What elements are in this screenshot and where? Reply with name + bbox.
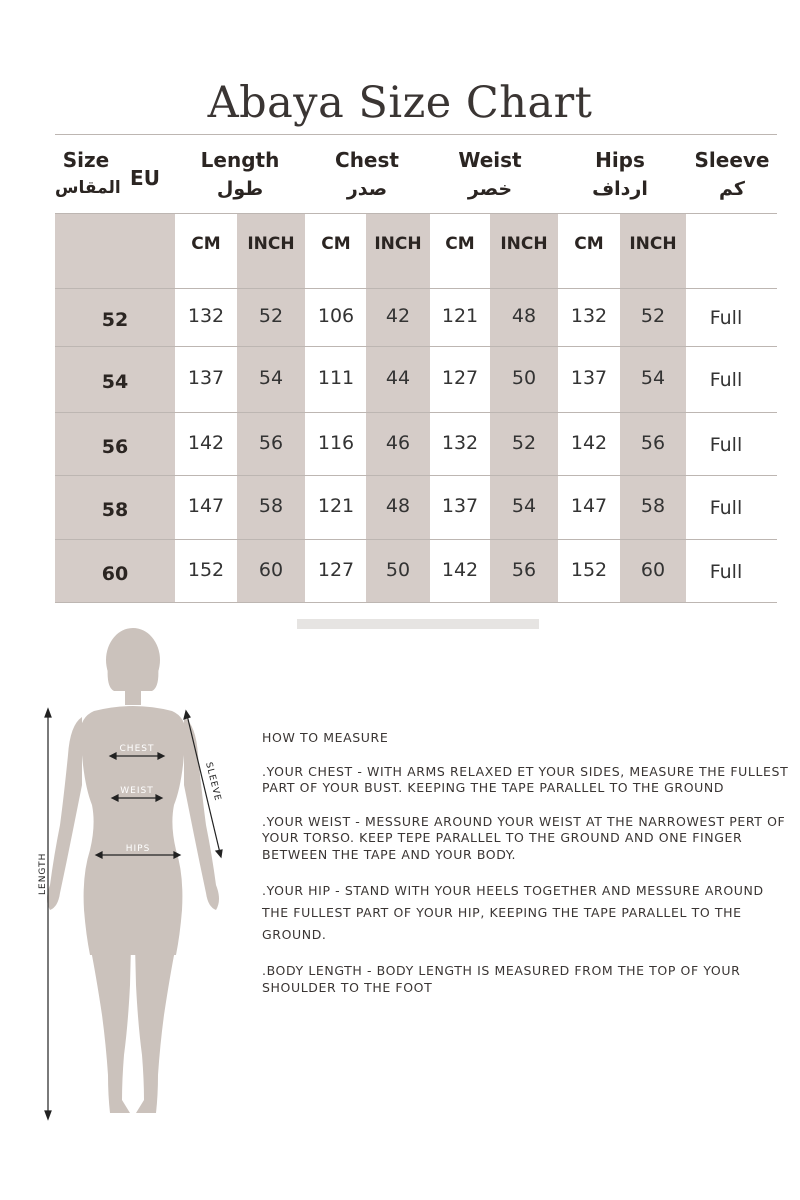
size-column-shade [55, 213, 175, 602]
table-cell: 56 [258, 431, 284, 454]
table-cell: 132 [441, 431, 479, 454]
table-cell: 137 [441, 495, 479, 517]
hips-arrow-right [174, 852, 180, 858]
left-leg-shape [90, 945, 131, 1113]
how-to-measure-section [262, 730, 794, 1013]
table-cell: 54 [511, 495, 537, 517]
length-inch-shade [237, 213, 305, 602]
table-cell: 54 [640, 367, 666, 389]
table-cell: 132 [187, 305, 225, 327]
table-cell: 137 [187, 367, 225, 389]
sleeve-cell: Full [709, 497, 743, 519]
header-hips: Hips ارداف [592, 148, 648, 200]
size-cell: 60 [101, 562, 129, 585]
right-arm-shape [184, 717, 219, 910]
table-cell: 48 [511, 305, 537, 327]
table-cell: 54 [258, 367, 284, 389]
unit-chest-cm: CM [321, 234, 351, 254]
sleeve-cell: Full [709, 369, 743, 391]
sleeve-arrow-bottom [216, 850, 222, 857]
instruction-length: .BODY LENGTH - BODY LENGTH IS MEASURED FROM THE TOP OF YOUR SHOULDER TO THE FOOT [262, 963, 741, 995]
header-eu [127, 166, 163, 190]
header-size [55, 148, 121, 198]
table-cell: 52 [258, 305, 284, 327]
chest-inch-shade [366, 213, 430, 602]
rule-top [55, 134, 777, 135]
sleeve-cell: Full [709, 433, 743, 456]
sleeve-label: SLEEVE [203, 761, 223, 803]
table-cell: 127 [317, 558, 355, 581]
table-cell: 52 [640, 305, 666, 327]
right-leg-shape [135, 945, 176, 1113]
size-cell: 52 [101, 309, 129, 331]
rule-row-3 [55, 475, 777, 476]
rule-row-4 [55, 539, 777, 540]
table-cell: 58 [258, 495, 284, 517]
size-cell: 56 [101, 435, 129, 458]
hips-label: HIPS [125, 844, 151, 854]
table-cell: 121 [317, 495, 355, 517]
header-weist: Weist خصر [458, 148, 522, 200]
table-cell: 142 [441, 558, 479, 581]
table-cell: 132 [570, 305, 608, 327]
unit-length-inch: INCH [247, 234, 295, 254]
weist-label: WEIST [120, 786, 154, 796]
length-label: LENGTH [38, 852, 48, 895]
table-cell: 142 [570, 431, 608, 454]
sleeve-arrow-top [184, 711, 190, 719]
header-size-en: Size [62, 148, 110, 172]
sleeve-cell: Full [709, 560, 743, 583]
size-cell: 54 [101, 371, 129, 393]
body-silhouette [47, 628, 219, 1113]
header-length: Length طول [200, 148, 280, 200]
rule-units [55, 288, 777, 289]
length-arrow-top [45, 709, 51, 717]
table-cell: 121 [441, 305, 479, 327]
unit-weist-cm: CM [445, 234, 475, 254]
table-cell: 152 [187, 558, 225, 581]
table-cell: 60 [640, 558, 666, 581]
table-cell: 48 [385, 495, 411, 517]
table-cell: 60 [258, 558, 284, 581]
table-cell: 56 [511, 558, 537, 581]
header-sleeve: Sleeve كم [694, 148, 770, 200]
header-size-ar: المقاس [55, 178, 121, 198]
table-cell: 116 [317, 431, 355, 454]
divider-bar [297, 619, 539, 629]
body-measurement-figure [30, 625, 250, 1125]
rule-row-1 [55, 346, 777, 347]
table-cell: 58 [640, 495, 666, 517]
unit-weist-inch: INCH [500, 234, 548, 254]
weist-inch-shade [490, 213, 558, 602]
table-cell: 50 [385, 558, 411, 581]
sleeve-cell: Full [709, 307, 743, 329]
table-cell: 137 [570, 367, 608, 389]
rule-header [55, 213, 777, 214]
left-arm-shape [47, 717, 82, 910]
table-cell: 50 [511, 367, 537, 389]
rule-row-2 [55, 412, 777, 413]
table-cell: 147 [570, 495, 608, 517]
table-cell: 106 [317, 305, 355, 327]
instruction-weist: .YOUR WEIST - MESSURE AROUND YOUR WEIST AT THE NARROWEST PERT OF YOUR TORSO. KEEP TEPE PARALLEL TO THE GROUND AND ONE FINGER BETWEEN THE TAPE AND YOUR BODY. [262, 813, 786, 862]
table-cell: 42 [385, 305, 411, 327]
unit-hips-cm: CM [574, 234, 604, 254]
instructions-heading: HOW TO MEASURE [262, 730, 389, 745]
neck-shape [125, 687, 141, 705]
page-title: Abaya Size Chart [207, 78, 593, 128]
size-chart-table [55, 134, 777, 604]
table-cell: 127 [441, 367, 479, 389]
chest-label: CHEST [119, 744, 155, 754]
instruction-hip: .YOUR HIP - STAND WITH YOUR HEELS TOGETHER AND MESSURE AROUND THE FULLEST PART OF YOUR HIP, KEEPING THE TAPE PARALLEL TO THE GROUND. [262, 883, 764, 942]
length-arrow-bottom [45, 1111, 51, 1119]
table-cell: 44 [385, 367, 411, 389]
size-cell: 58 [101, 499, 129, 521]
instruction-chest: .YOUR CHEST - WITH ARMS RELAXED ET YOUR SIDES, MEASURE THE FULLEST PART OF YOUR BUST. KEEPING THE TAPE PARALLEL TO THE GROUND [262, 763, 789, 795]
table-cell: 52 [511, 431, 537, 454]
table-cell: 152 [570, 558, 608, 581]
rule-bottom [55, 602, 777, 603]
unit-chest-inch: INCH [374, 234, 422, 254]
header-chest: Chest صدر [335, 148, 399, 200]
table-cell: 142 [187, 431, 225, 454]
unit-hips-inch: INCH [629, 234, 677, 254]
table-cell: 111 [317, 367, 355, 389]
header-eu-label: EU [130, 166, 160, 190]
table-cell: 147 [187, 495, 225, 517]
table-cell: 46 [385, 431, 411, 454]
table-cell: 56 [640, 431, 666, 454]
unit-length-cm: CM [191, 234, 221, 254]
hips-inch-shade [620, 213, 686, 602]
